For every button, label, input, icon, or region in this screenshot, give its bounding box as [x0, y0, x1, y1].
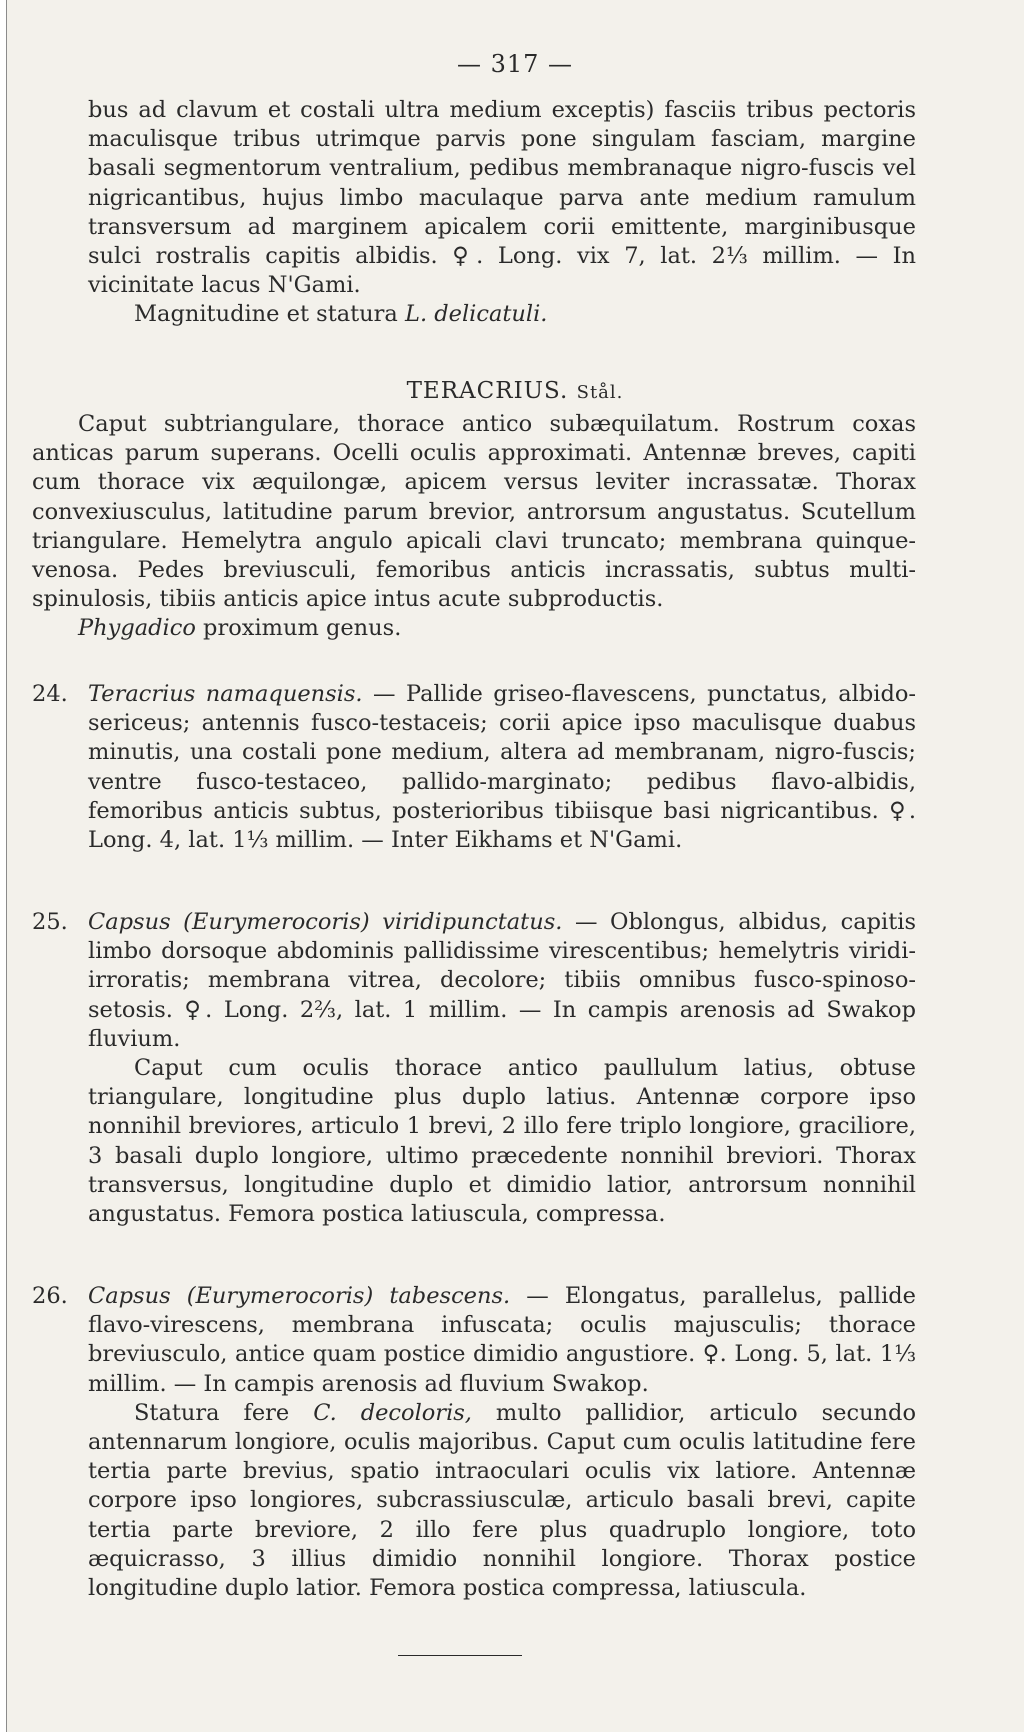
species-25-description: Caput cum oculis thorace antico paullulum latius, obtuse triangulare, longitudine plus duplo latius. Antennæ corpore ipso nonnihil breviores, articulo 1 brevi, 2 illo fere triplo longiore, graciliore, 3 basali duplo longiore, ultimo præcedente nonnihil breviori. Thorax transversus, longitudine duplo et dimidio latior, antrorsum nonnihil angustatus. Femora postica latiuscula, compressa. [88, 1055, 916, 1228]
species-name: Capsus (Eurymerocoris) viridipunctatus. [88, 909, 563, 935]
species-diagnosis: — Oblongus, albidus, capitis limbo dorsoque abdominis pallidissime virescentibus; hemelytris viridi-irroratis; membrana vitrea, decolore; tibiis omnibus fusco-spinoso-setosis. ♀. Long. 2⅔, lat. 1 millim. — In campis arenosis ad Swakop fluvium. [88, 909, 916, 1052]
description-text-cont: multo pallidior, articulo secundo antennarum longiore, oculis majoribus. Caput cum oculis latitudine fere tertia parte brevius, spatio intraoculari oculis vix latiore. Antennæ corpore ipso longiores, subcrassiusculæ, articulo basali brevi, capite tertia parte breviore, 2 illo fere plus quadruplo longiore, toto æquicrasso, 3 illius dimidio nonnihil longiore. Thorax postice longitudine duplo latior. Femora postica compressa, latiuscula. [88, 1399, 916, 1602]
species-26-description [88, 1399, 916, 1603]
species-26-entry [32, 1282, 916, 1399]
compared-species: C. decoloris, [313, 1399, 472, 1426]
species-diagnosis: — Elongatus, parallelus, pallide flavo-virescens, membrana infuscata; oculis majusculis; thorace breviusculo, antice quam postice dimidio angustiore. ♀. Long. 5, lat. 1⅓ millim. — In campis arenosis ad fluvium Swakop. [88, 1283, 916, 1397]
genus-name: TERACRIUS. [406, 378, 577, 404]
genus-author: Stål. [576, 382, 624, 403]
genus-heading [6, 378, 1024, 404]
species-25-entry [32, 908, 916, 1054]
species-25 [32, 908, 916, 1229]
genus-note [32, 614, 916, 643]
comparison-text: Magnitudine et statura [134, 301, 405, 328]
genus-description [32, 410, 916, 644]
species-number: 26. [32, 1283, 68, 1309]
related-genus: Phygadico [78, 615, 196, 642]
species-name: Capsus (Eurymerocoris) tabescens. [88, 1283, 511, 1309]
species-24-entry [32, 680, 916, 855]
species-26 [32, 1282, 916, 1603]
species-number: 24. [32, 681, 68, 707]
page-edge-line [6, 0, 7, 1732]
page-number: — 317 — [456, 50, 574, 78]
genus-note-text: proximum genus. [195, 615, 402, 642]
description-text: Statura fere [134, 1399, 314, 1426]
paragraph-continued: bus ad clavum et costali ultra medium exceptis) fasciis tribus pectoris maculisque tribus utrimque parvis pone singulam fasciam, margine basali segmentorum ventralium, pedibus membranaque nigro-fuscis vel nigricantibus, hujus limbo maculaque parva ante medium ramulum transversum ad marginem apicalem corii emittente, marginibusque sulci rostralis capitis albidis. ♀. Long. vix 7, lat. 2⅓ millim. — In vicinitate lacus N'Gami. [88, 97, 916, 299]
comparison-species: L. delicatuli. [405, 301, 548, 328]
species-number: 25. [32, 909, 68, 935]
continued-description [88, 96, 916, 330]
species-24 [32, 680, 916, 855]
book-page [6, 0, 1024, 1732]
genus-diagnosis: Caput subtriangulare, thorace antico subæquilatum. Rostrum coxas anticas parum superans. Ocelli oculis approximati. Antennæ breves, capiti cum thorace vix æquilongæ, apicem versus leviter incrassatæ. Thorax convexiusculus, latitudine parum brevior, antrorsum angustatus. Scutellum triangulare. Hemelytra angulo apicali clavi truncato; membrana quinque-venosa. Pedes breviusculi, femoribus anticis incrassatis, subtus multi-spinulosis, tibiis anticis apice intus acute subproductis. [32, 411, 916, 613]
species-name: Teracrius namaquensis. [88, 681, 363, 707]
paragraph-comparison [88, 300, 916, 329]
species-diagnosis: — Pallide griseo-flavescens, punctatus, albido-sericeus; antennis fusco-testaceis; corii apice ipso maculisque duabus minutis, una costali pone medium, altera ad membranam, nigro-fuscis; ventre fusco-testaceo, pallido-marginato; pedibus flavo-albidis, femoribus anticis subtus, posterioribus tibiisque basi nigricantibus. ♀. Long. 4, lat. 1⅓ millim. — Inter Eikhams et N'Gami. [88, 681, 916, 854]
end-rule [398, 1655, 522, 1656]
